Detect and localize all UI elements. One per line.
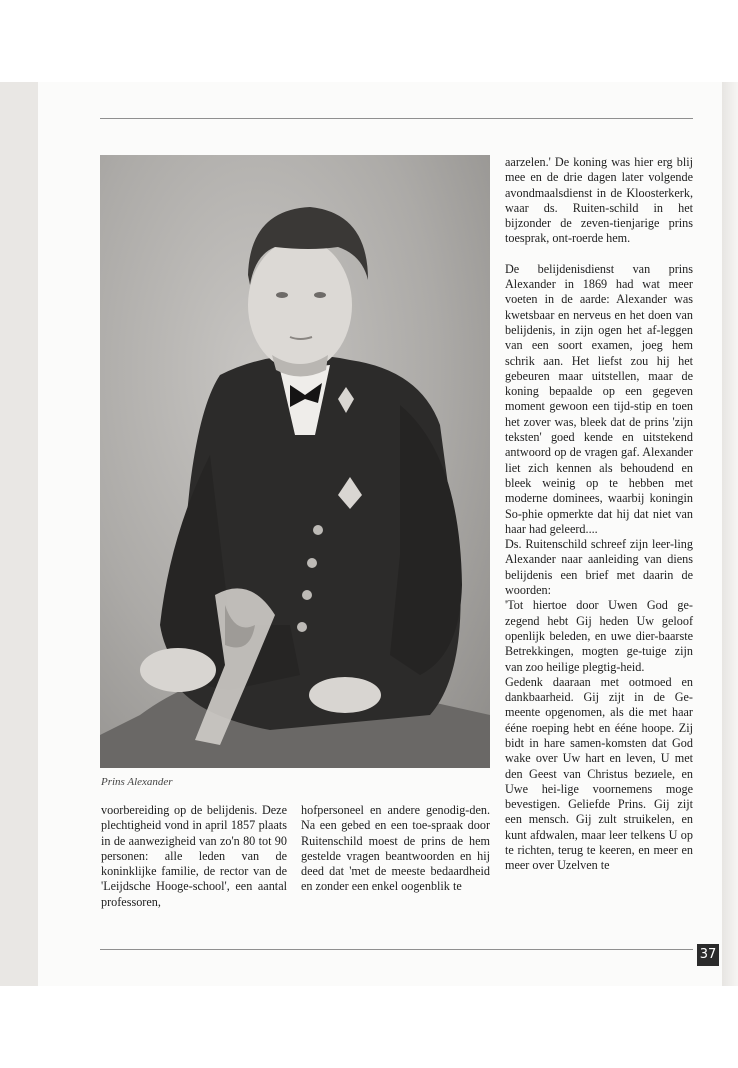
page-number: 37: [697, 944, 719, 966]
quote-paragraph: Gedenk daaraan met ootmoed en dankbaarheid. Gij zijt in de Ge-meente opgenomen, als die met haar ééne roeping hebt en ééne hoope. Zij bidt in hare samen-komsten dat God wake over Uw hart en leven, U met den Geest van Christus bezиele, en Uwe hei-lige voornemens moge bevestigen. Geliefde Prins. Gij zijt een mensch. Gij zult struikelen, en kunt afdwalen, maar leer telkens U op te richten, terug te keeren, en meer en meer over Uzelven te: [505, 674, 693, 873]
paragraph: De belijdenisdienst van prins Alexander in 1869 had wat meer voeten in de aarde: Alexander was kwetsbaar en nerveus en het doen van belijdenis, in zijn ogen het af-leggen van een soort examen, joeg hem schrik aan. Het liefst zou hij het gebeuren maar uitstellen, maar de koning bepaalde op een gegeven moment gewoon een tijd-stip en toen het zover was, bleek dat de prins 'zijn teksten' goed kende en uitstekend antwoord op de vragen gaf. Alexander liet zich kennen als behoudend en bleek weinig op te hebben met moderne dominees, waarbij koningin So-phie opmerkte dat hij dat niet van haar had geleerd....: [505, 261, 693, 536]
top-rule: [100, 118, 693, 119]
portrait-photo: [100, 155, 490, 768]
quote-paragraph: 'Tot hiertoe door Uwen God ge-zegend hebt Gij heden Uw geloof openlijk beleden, en uwe dier-baarste Betrekkingen, mogten ge-tuige zijn van zoo heilige plegtig-heid.: [505, 598, 693, 674]
paragraph: Ds. Ruitenschild schreef zijn leer-ling Alexander naar aanleiding van diens belijdenis een brief met daarin de woorden:: [505, 537, 693, 598]
paragraph: hofpersoneel en andere genodig-den. Na een gebed en een toe-spraak door Ruitenschild moest de prins de hem gestelde vragen beantwoorden en hij deed dat 'met de meeste bedaardheid en zonder een enkel oogenblik te: [301, 803, 490, 894]
paragraph: aarzelen.' De koning was hier erg blij mee en de drie dagen later volgende avondmaalsdienst in de Kloosterkerk, waar ds. Ruiten-schild in het bijzonder de zeven-tienjarige prins toesprak, ont-roerde hem.: [505, 155, 693, 246]
facing-page-edge: [0, 82, 39, 986]
paragraph: voorbereiding op de belijdenis. Deze plechtigheid vond in april 1857 plaats in de aanwezigheid van zo'n 80 tot 90 personen: alle leden van de koninklijke familie, de rector van de 'Leijdsche Hooge-school', een aantal professoren,: [101, 803, 287, 909]
bottom-rule: [100, 949, 693, 950]
photo-caption: Prins Alexander: [101, 776, 173, 788]
page-curl-edge: [722, 82, 738, 986]
body-column-right: [505, 155, 693, 874]
body-column-left: [101, 803, 287, 910]
body-column-middle: [301, 803, 490, 895]
portrait-illustration: [100, 155, 490, 768]
